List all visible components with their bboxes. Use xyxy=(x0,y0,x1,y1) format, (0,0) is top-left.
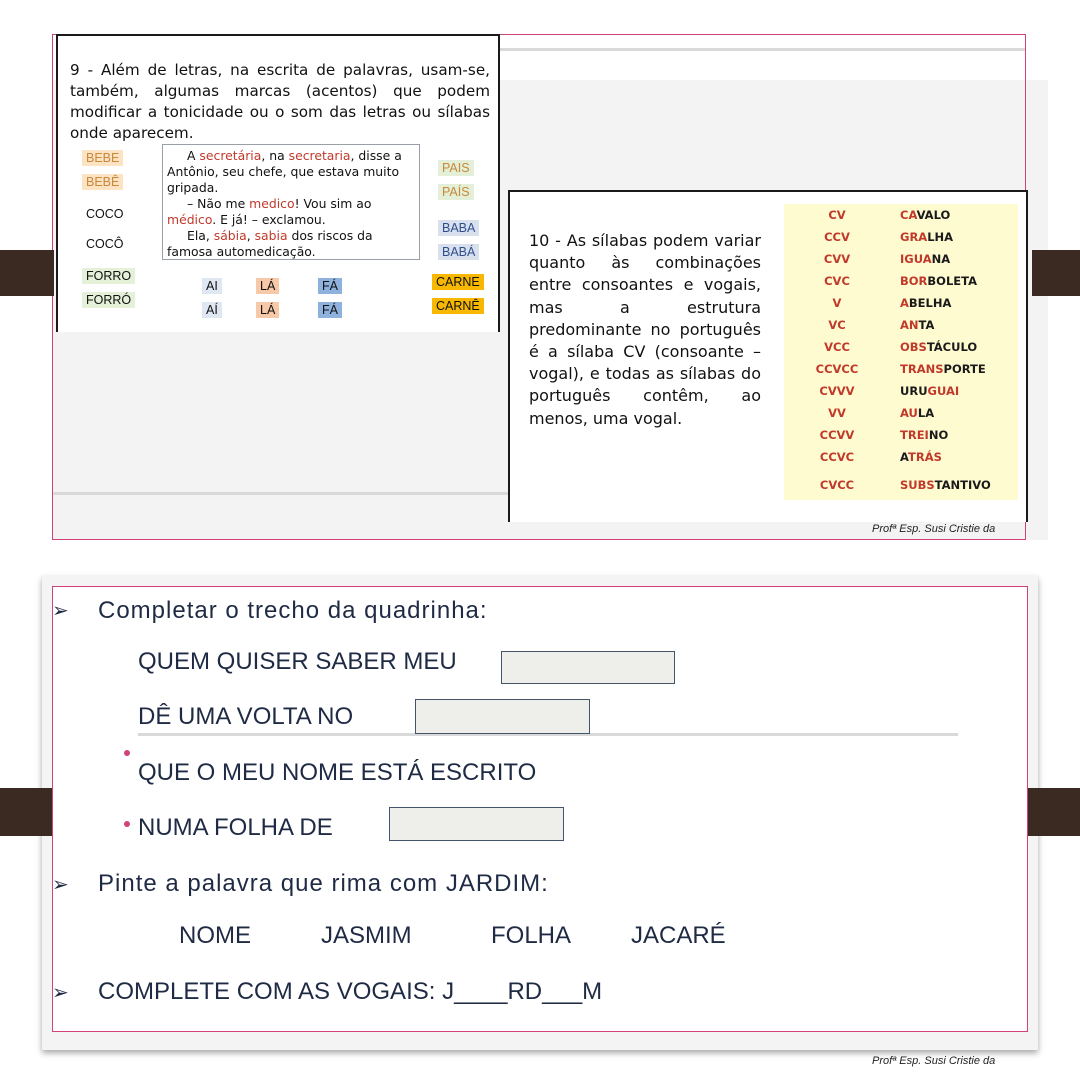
question-9-panel xyxy=(56,34,500,332)
word-bebe: BEBE xyxy=(82,150,123,166)
option-nome[interactable]: NOME xyxy=(179,922,251,949)
author-credit: Profª Esp. Susi Cristie da xyxy=(872,1055,996,1067)
author-credit: Profª Esp. Susi Cristie da xyxy=(872,523,996,535)
arrow-bullet-icon: ➢ xyxy=(52,598,69,622)
question-10-text: 10 - As sílabas podem variar quanto às combinações entre consoantes e vogais, mas a estrutura predominante no português é a sílaba CV (consoante – vogal), e todas as sílabas do português contêm, ao menos, uma vogal. xyxy=(529,231,761,428)
syllable-row xyxy=(784,428,1018,448)
word-forro-accent: FORRÓ xyxy=(82,292,135,308)
word-carne: CARNE xyxy=(432,274,484,290)
word-pais-accent: PAÍS xyxy=(438,184,474,200)
story-box xyxy=(162,144,420,260)
option-jasmim[interactable]: JASMIM xyxy=(321,922,412,949)
arrow-bullet-icon: ➢ xyxy=(52,980,69,1004)
story-paragraph-1: A secretária, na secretaria, disse a Antônio, seu chefe, que estava muito gripada. xyxy=(167,148,402,195)
word-fa: FÁ xyxy=(318,278,342,294)
syllable-pattern: CCVCC xyxy=(815,362,859,376)
example-word: URUGUAI xyxy=(900,384,960,398)
syllable-row xyxy=(784,318,1018,338)
word-la: LÁ xyxy=(256,278,279,294)
word-coco: COCO xyxy=(86,207,124,221)
syllable-row xyxy=(784,208,1018,228)
example-word: IGUANA xyxy=(900,252,951,266)
example-word: TREINO xyxy=(900,428,949,442)
example-word: ATRÁS xyxy=(900,450,942,464)
example-word: CAVALO xyxy=(900,208,951,222)
story-paragraph-2: – Não me medico! Vou sim ao médico. E já! – exclamou. xyxy=(167,196,372,227)
word-baba-accent: BABÁ xyxy=(438,244,479,260)
example-word: AULA xyxy=(900,406,935,420)
instruction-vowels: COMPLETE COM AS VOGAIS: J____RD___M xyxy=(98,978,603,1005)
syllable-pattern: CCV xyxy=(824,230,850,244)
syllable-row xyxy=(784,296,1018,316)
syllable-pattern: VC xyxy=(828,318,846,332)
syllable-pattern: CCVC xyxy=(819,450,855,464)
example-word: ANTA xyxy=(900,318,935,332)
option-folha[interactable]: FOLHA xyxy=(491,922,572,949)
syllable-pattern: CV xyxy=(828,208,846,222)
syllable-row xyxy=(784,230,1018,250)
word-carne-accent: CARNÊ xyxy=(432,298,484,314)
word-coco-accent: COCÔ xyxy=(86,237,124,251)
syllable-row xyxy=(784,384,1018,404)
syllable-pattern: CCVV xyxy=(819,428,855,442)
example-word: ABELHA xyxy=(900,296,952,310)
verse-line-1: QUEM QUISER SABER MEU xyxy=(138,648,457,675)
syllable-row xyxy=(784,362,1018,382)
syllable-pattern: VV xyxy=(828,406,846,420)
instruction-complete-verse: Completar o trecho da quadrinha: xyxy=(98,597,488,624)
syllable-row xyxy=(784,274,1018,294)
word-bebe-accent: BEBÊ xyxy=(82,174,123,190)
story-paragraph-3: Ela, sábia, sabia dos riscos da famosa automedicação. xyxy=(167,228,373,259)
word-ai-accent: AÍ xyxy=(202,302,222,318)
bullet-dot-icon xyxy=(124,750,130,756)
answer-box-3[interactable] xyxy=(389,807,564,841)
syllable-row xyxy=(784,406,1018,426)
syllable-pattern: V xyxy=(832,296,842,310)
example-word: SUBSTANTIVO xyxy=(900,478,991,492)
word-pais: PAIS xyxy=(438,160,474,176)
right-side-tab xyxy=(1032,250,1080,296)
verse-line-2: DÊ UMA VOLTA NO xyxy=(138,703,354,730)
example-word: BORBOLETA xyxy=(900,274,977,288)
verse-line-4: NUMA FOLHA DE xyxy=(138,814,333,841)
syllable-pattern: CVVV xyxy=(819,384,855,398)
syllable-table xyxy=(784,204,1018,500)
example-word: GRALHA xyxy=(900,230,954,244)
question-10-panel xyxy=(508,190,1028,522)
syllable-row xyxy=(784,450,1018,470)
word-forro: FORRO xyxy=(82,268,135,284)
word-baba: BABA xyxy=(438,220,479,236)
syllable-row xyxy=(784,340,1018,360)
syllable-pattern: CVCC xyxy=(819,478,855,492)
syllable-pattern: VCC xyxy=(824,340,850,354)
word-fa-accent: FÁ xyxy=(318,302,342,318)
answer-box-1[interactable] xyxy=(501,651,675,684)
syllable-pattern: CVC xyxy=(824,274,850,288)
example-word: TRANSPORTE xyxy=(900,362,986,376)
question-9-text: 9 - Além de letras, na escrita de palavras, usam-se, também, algumas marcas (acentos) que podem modificar a tonicidade ou o som das letras ou sílabas onde aparecem. xyxy=(70,61,490,142)
syllable-row xyxy=(784,252,1018,272)
left-side-tab xyxy=(0,250,54,296)
syllable-row xyxy=(784,478,1018,498)
example-word: OBSTÁCULO xyxy=(900,340,978,354)
word-ai: AI xyxy=(202,278,222,294)
word-la-accent: LÁ xyxy=(256,302,279,318)
option-jacare[interactable]: JACARÉ xyxy=(631,922,726,949)
arrow-bullet-icon: ➢ xyxy=(52,872,69,896)
verse-line-3: QUE O MEU NOME ESTÁ ESCRITO xyxy=(138,759,537,786)
syllable-pattern: CVV xyxy=(823,252,851,266)
answer-box-2[interactable] xyxy=(415,699,590,734)
bullet-dot-icon xyxy=(124,821,130,827)
instruction-rhyme: Pinte a palavra que rima com JARDIM: xyxy=(98,870,549,897)
